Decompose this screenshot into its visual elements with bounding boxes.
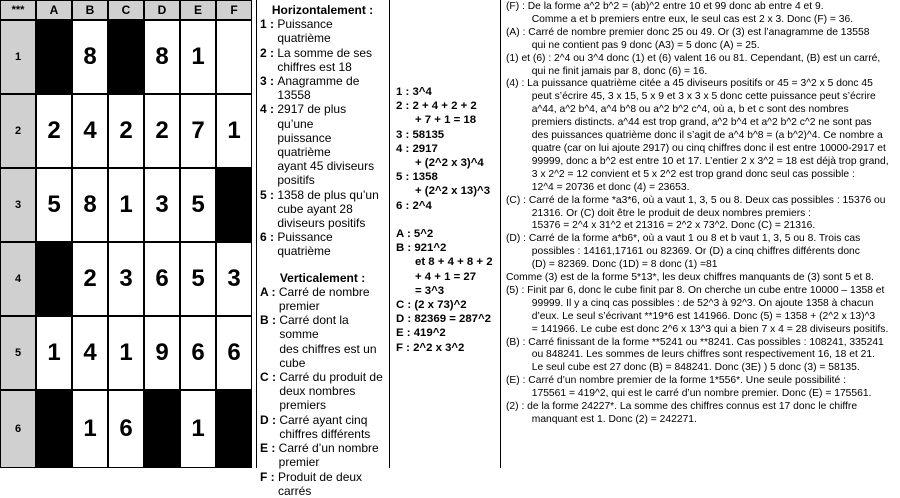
digit-cell: 1 [180, 390, 216, 468]
clue-text [279, 413, 385, 441]
vertical-clue [260, 470, 385, 498]
clue-line: Carré de nombre [278, 284, 370, 299]
horizontal-clue [260, 188, 385, 231]
digit-cell: 5 [180, 168, 216, 242]
clue-text [277, 188, 385, 231]
explanation-line: possibles : 14161,17161 ou 82369. Or (D) a cinq chiffres différents donc [506, 246, 860, 258]
clue-line: premiers [279, 398, 327, 413]
clue-line: puissance quatrième [277, 130, 332, 160]
digit-cell: 2 [72, 242, 108, 316]
digit-cell: 1 [108, 168, 144, 242]
black-cell [36, 20, 72, 94]
answer-line: C : (2 x 73)^2 [396, 299, 467, 312]
digit-cell: 5 [36, 168, 72, 242]
digit-cell: 6 [180, 316, 216, 390]
horizontal-clue [260, 17, 385, 45]
clue-text [277, 230, 385, 258]
black-cell [36, 242, 72, 316]
explanation-line: (D) = 82369. Donc (1D) = 8 donc (1) =81 [506, 259, 718, 271]
explanation-line: (2) : de la forme 24227*. La somme des chiffres connus est 17 donc le chiffre [506, 401, 858, 413]
clue-line: Puissance quatrième [277, 230, 333, 259]
clue-text [279, 370, 385, 413]
explanation-line: peut s’écrire 45, 3 x 15, 5 x 9 et 3 x 3 x 5 donc cette puissance peut s’écrire [506, 91, 876, 103]
clue-text [279, 441, 385, 469]
digit-cell: 2 [108, 94, 144, 168]
explanation-line: 3 x 2^2 = 12 convient et 5 x 2^2 est trop grand donc seul cas possible : [506, 168, 855, 180]
clue-line: 2917 de plus qu’une [277, 102, 347, 131]
digit-cell: 6 [144, 242, 180, 316]
column-header-d: D [144, 0, 180, 20]
digit-cell: 1 [72, 390, 108, 468]
clue-line: cube ayant 28 [277, 201, 353, 216]
clue-line: carrés [278, 483, 312, 498]
digit-cell: 7 [180, 94, 216, 168]
clue-line: ayant 45 diviseurs [277, 159, 375, 174]
clue-line: premier [278, 455, 320, 470]
explanation-line: Le seul cube est 27 donc (B) = 848241. Donc (3E) ) 5 donc (3) = 58135. [506, 362, 860, 374]
horizontal-clues [260, 17, 385, 258]
clue-text [277, 102, 385, 187]
clue-line: cube [279, 355, 306, 370]
clue-number: D : [260, 412, 280, 427]
black-cell [108, 20, 144, 94]
digit-cell: 2 [144, 94, 180, 168]
clue-text [277, 17, 385, 45]
answer-line: 3 : 58135 [396, 128, 445, 141]
digit-cell: 5 [180, 242, 216, 316]
explanation-line: qui ne finit jamais par 8, donc (6) = 16. [506, 65, 708, 77]
clue-text [279, 285, 385, 313]
explanation-line: manquant est 1. Donc (2) = 242271. [506, 414, 697, 425]
explanation-line: (1) et (6) : 2^4 ou 3^4 donc (1) et (6) valent 16 ou 81. Cependant, (B) est un carré, [506, 52, 881, 64]
column-header-e: E [180, 0, 216, 20]
clue-number: 3 : [260, 74, 278, 89]
vertical-clues [260, 285, 385, 498]
digit-cell: 2 [36, 94, 72, 168]
clue-line: Carré ayant cinq [279, 412, 368, 427]
clues-panel [256, 0, 389, 498]
clue-text [277, 74, 385, 102]
clue-number: E : [260, 441, 279, 456]
clue-number: 6 : [260, 230, 278, 245]
row-header-4: 4 [0, 242, 36, 316]
row-header-3: 3 [0, 168, 36, 242]
vertical-clue [260, 441, 385, 469]
black-cell [216, 168, 252, 242]
clue-number: 5 : [260, 187, 278, 202]
explanation-line: 99999. Il y a cinq cas possibles : de 52^3 à 92^3. On ajoute 1358 à chacun [506, 297, 874, 309]
answer-line: et 8 + 4 + 8 + 2 [396, 256, 493, 269]
explanation-line: a^44, a^2 b^4, a^4 b^8 ou a^2 b^2 c^4, où a, b et c sont des nombres [506, 104, 849, 116]
column-header-f: F [216, 0, 252, 20]
clue-line: La somme de ses [277, 45, 373, 60]
answer-line: + (2^2 x 13)^3 [396, 185, 491, 198]
clue-text [277, 46, 385, 74]
clue-line: positifs [277, 173, 315, 188]
digit-cell: 3 [144, 168, 180, 242]
answer-line: 1 : 3^4 [396, 86, 432, 98]
answer-line [396, 213, 496, 227]
explanation-line: (F) : De la forme a^2 b^2 = (ab)^2 entre 10 et 99 donc ab entre 4 et 9. [506, 1, 824, 12]
vertical-clue [260, 413, 385, 441]
black-cell [36, 390, 72, 468]
row-header-2: 2 [0, 94, 36, 168]
explanations-panel [501, 0, 900, 468]
answer-line: D : 82369 = 287^2 [396, 313, 491, 326]
digit-cell: 9 [144, 316, 180, 390]
explanation-line: premiers distincts. a^44 est trop grand, a^2 b^4 et a^2 b^2 c^2 ne sont pas [506, 117, 872, 129]
answer-line: 6 : 2^4 [396, 199, 432, 212]
explanation-line: (4) : La puissance quatrième citée a 45 diviseurs positifs or 45 = 3^2 x 5 donc 45 [506, 78, 873, 90]
explanation-line: (C) : Carré de la forme *a3*6, où a vaut 1, 3, 5 ou 8. Deux cas possibles : 15376 ou [506, 194, 886, 206]
digit-cell: 3 [216, 242, 252, 316]
clue-text [278, 470, 385, 498]
explanation-line: (E) : Carré d’un nombre premier de la forme 1*556*. Une seule possibilité : [506, 375, 846, 387]
explanation-line: 12^4 = 20736 et donc (4) = 23653. [506, 181, 690, 193]
explanation-line: (A) : Carré de nombre premier donc 25 ou 49. Or (3) est l’anagramme de 13558 [506, 26, 870, 38]
digit-cell: 1 [180, 20, 216, 94]
clue-line: des chiffres est un [279, 341, 377, 356]
digit-cell: 1 [216, 94, 252, 168]
answer-line: E : 419^2 [396, 327, 446, 340]
answers-panel [389, 0, 501, 468]
clue-number: 1 : [260, 17, 278, 32]
explanation-line: 21316. Or (C) doit être le produit de deux nombres premiers : [506, 207, 812, 219]
answer-line: + (2^2 x 3)^4 [396, 157, 484, 170]
digit-cell: 4 [72, 316, 108, 390]
horizontal-title: Horizontalement : [271, 3, 374, 17]
digit-cell: 6 [108, 390, 144, 468]
answer-line: F : 2^2 x 3^2 [396, 341, 465, 354]
column-header-c: C [108, 0, 144, 20]
explanation-line: (D) : Carré de la forme a*b6*, où a vaut 1 ou 8 et b vaut 1, 3, 5 ou 8. Trois cas [506, 233, 861, 245]
horizontal-clue [260, 74, 385, 102]
digit-cell: 1 [36, 316, 72, 390]
digit-cell [216, 20, 252, 94]
clue-line: Anagramme de [277, 74, 360, 89]
answer-line: A : 5^2 [396, 228, 434, 241]
answer-line: 2 : 2 + 4 + 2 + 2 [396, 100, 477, 113]
horizontal-clue [260, 230, 385, 258]
vertical-clue [260, 313, 385, 370]
clue-line: Carré du produit de [279, 370, 383, 385]
vertical-clue [260, 370, 385, 413]
clue-number: C : [260, 370, 280, 385]
clue-line: Produit de deux [278, 469, 363, 484]
explanation-line: qui ne contient pas 9 donc (A3) = 5 donc (A) = 25. [506, 39, 760, 51]
clue-line: premier [278, 299, 320, 314]
explanation-line: Comme (3) est de la forme 5*13*, les deux chiffres manquants de (3) sont 5 et 8. [506, 272, 874, 284]
black-cell [144, 390, 180, 468]
clue-number: F : [260, 469, 278, 484]
explanation-line: quatre (car on lui ajoute 2917) ou cinq chiffres donc il est entre 10000-2917 et [506, 142, 886, 154]
clue-line: Carré dont la somme [279, 313, 349, 342]
column-header-b: B [72, 0, 108, 20]
clue-line: deux nombres [279, 384, 356, 399]
vertical-title: Verticalement : [279, 270, 366, 285]
row-header-1: 1 [0, 20, 36, 94]
column-header-a: A [36, 0, 72, 20]
clue-number: 4 : [260, 102, 278, 117]
explanation-line: des puissances quatrième donc il s’agit de a^4 b^8 = (a b^2)^4. Ce nombre a [506, 130, 883, 142]
answer-line: 5 : 1358 [396, 171, 438, 184]
explanation-line: 15376 = 2^4 x 31^2 et 21316 = 2^2 x 73^2. Donc (C) = 21316. [506, 220, 816, 232]
answer-line: + 4 + 1 = 27 [396, 270, 477, 283]
answer-line: B : 921^2 [396, 242, 447, 255]
digit-cell: 8 [72, 20, 108, 94]
vertical-clue [260, 285, 385, 313]
digit-cell: 1 [108, 316, 144, 390]
clue-line: chiffres est 18 [277, 59, 352, 74]
horizontal-clue [260, 102, 385, 187]
black-cell [216, 390, 252, 468]
explanation-line: 175561 = 419^2, qui est le carré d’un nombre premier. Donc (E) = 175561. [506, 388, 872, 400]
explanation-line: d’eux. Le seul s’écrivant **19*6 est 141966. Donc (5) = 1358 + (2^2 x 13)^3 [506, 310, 876, 322]
clue-number: A : [260, 284, 279, 299]
answer-line: = 3^3 [396, 284, 445, 297]
digit-cell: 4 [72, 94, 108, 168]
clue-line: 13558 [277, 88, 311, 103]
horizontal-clue [260, 46, 385, 74]
digit-cell: 3 [108, 242, 144, 316]
digit-cell: 8 [144, 20, 180, 94]
row-header-5: 5 [0, 316, 36, 390]
grid-corner: *** [0, 0, 36, 20]
explanation-line: = 141966. Le cube est donc 2^6 x 13^3 qui a bien 7 x 4 = 28 diviseurs positifs. [506, 323, 889, 335]
explanation-line: Comme a et b premiers entre eux, le seul cas est 2 x 3. Donc (F) = 36. [506, 13, 854, 25]
row-header-6: 6 [0, 390, 36, 468]
clue-number: 2 : [260, 45, 278, 60]
explanation-line: 99999, donc a b^2 est entre 10 et 17. L’entier 2 x 3^2 = 18 est déjà trop grand, [506, 155, 889, 167]
explanation-line: (B) : Carré finissant de la forme **5241 ou **8241. Cas possibles : 108241, 335241 [506, 336, 884, 348]
digit-cell: 6 [216, 316, 252, 390]
clue-line: chiffres différents [279, 426, 371, 441]
answer-line: + 7 + 1 = 18 [396, 114, 477, 127]
explanation-line: ou 848241. Les sommes de leurs chiffres sont respectivement 16, 18 et 21. [506, 349, 875, 361]
answer-line: 4 : 2917 [396, 142, 438, 155]
clue-line: Carré d’un nombre [278, 441, 379, 456]
clue-number: B : [260, 313, 280, 328]
clue-line: diviseurs positifs [277, 216, 366, 231]
clue-line: Puissance quatrième [277, 17, 333, 46]
explanation-line: (5) : Finit par 6, donc le cube finit par 8. On cherche un cube entre 10000 – 1358 et [506, 284, 885, 296]
clue-text [279, 313, 385, 370]
digit-cell: 8 [72, 168, 108, 242]
crossnumber-grid [0, 0, 255, 468]
clue-line: 1358 de plus qu’un [277, 187, 379, 202]
